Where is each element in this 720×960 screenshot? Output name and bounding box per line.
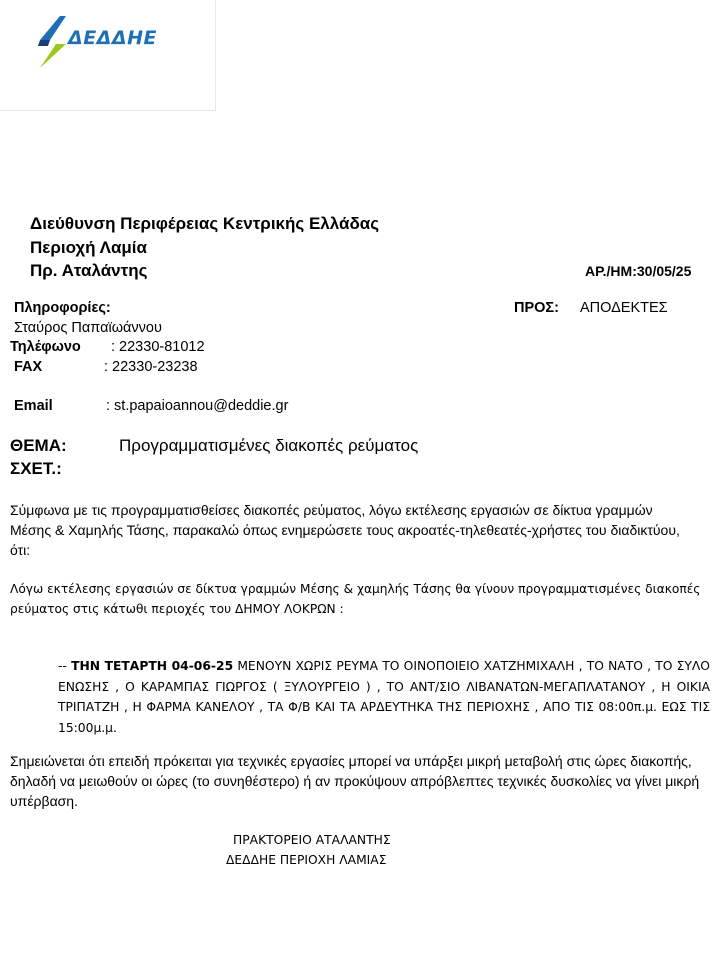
phone-label: Τηλέφωνο: [10, 339, 81, 355]
outage-date: ΤΗΝ ΤΕΤΑΡΤΗ 04-06-25: [71, 659, 234, 673]
signature-office: ΠΡΑΚΤΟΡΕΙΟ ΑΤΑΛΑΝΤΗΣ: [233, 833, 391, 847]
fax-value: : 22330-23238: [104, 359, 198, 375]
header-directorate: Διεύθυνση Περιφέρειας Κεντρικής Ελλάδας: [30, 214, 380, 233]
logo-area: [0, 0, 216, 111]
note-paragraph: Σημειώνεται ότι επειδή πρόκειται για τεχνικές εργασίες μπορεί να υπάρξει μικρή μεταβολή στις ώρες διακοπής, δηλαδή να μειωθούν οι ώρες (το συνηθέστερο) ή αν προκύψουν απρόβλεπτες τεχνικές δυσκολίες να γίνει μικρή υπέρβαση.: [10, 753, 700, 809]
outage-paragraph: [58, 656, 710, 738]
phone-value: : 22330-81012: [111, 339, 205, 355]
header-office: Πρ. Αταλάντης: [30, 261, 148, 280]
signature-area: ΔΕΔΔΗΕ ΠΕΡΙΟΧΗ ΛΑΜΙΑΣ: [226, 853, 387, 867]
protocol-number: ΑΡ./ΗΜ:30/05/25: [585, 263, 692, 279]
logo-text: ΔΕΔΔΗΕ: [68, 27, 157, 49]
intro-paragraph: Σύμφωνα με τις προγραμματισθείσες διακοπές ρεύματος, λόγω εκτέλεσης εργασιών σε δίκτυα γραμμών Μέσης & Χαμηλής Τάσης, παρακαλώ όπως ενημερώσετε τους ακροατές-τηλεθεατές-χρήστες του διαδικτύου, ότι:: [10, 502, 680, 558]
subject-label: ΘΕΜΑ:: [10, 436, 67, 455]
email-value: : st.papaioannou@deddie.gr: [106, 398, 289, 414]
contact-name: Σταύρος Παπαϊωάννου: [14, 320, 162, 336]
info-label: Πληροφορίες:: [14, 300, 111, 316]
reference-label: ΣΧΕΤ.:: [10, 459, 62, 478]
recipient-value: ΑΠΟΔΕΚΤΕΣ: [580, 300, 668, 316]
fax-label: FAX: [14, 359, 43, 375]
outage-prefix: --: [58, 659, 72, 673]
recipient-label: ΠΡΟΣ:: [514, 300, 559, 316]
outage-details: ΜΕΝΟΥΝ ΧΩΡΙΣ ΡΕΥΜΑ ΤΟ ΟΙΝΟΠΟΙΕΙΟ ΧΑΤΖΗΜΙΧΑΛΗ , ΤΟ ΝΑΤΟ , ΤΟ ΣΥΛΟ ΕΝΩΣΗΣ , Ο ΚΑΡΑΜΠΑΣ ΓΙΩΡΓΟΣ ( ΞΥΛΟΥΡΓΕΙΟ ) , ΤΟ ΑΝΤ/ΣΙΟ ΛΙΒΑΝΑΤΩΝ-ΜΕΓΑΠΛΑΤΑΝΟΥ , Η ΟΙΚΙΑ ΤΡΙΠΑΤΖΗ , Η ΦΑΡΜΑ ΚΑΝΕΛΟΥ , ΤΑ Φ/Β ΚΑΙ ΤΑ ΑΡΔΕΥΤΗΚΑ ΤΗΣ ΠΕΡΙΟΧΗΣ , ΑΠΟ ΤΙΣ 08:00π.μ. ΕΩΣ ΤΙΣ 15:00μ.μ.: [58, 659, 710, 735]
email-label: Email: [14, 398, 53, 414]
subject-value: Προγραμματισμένες διακοπές ρεύματος: [119, 436, 419, 455]
header-area: Περιοχή Λαμία: [30, 238, 147, 257]
scope-paragraph: Λόγω εκτέλεσης εργασιών σε δίκτυα γραμμών Μέσης & χαμηλής Τάσης θα γίνουν προγραμματισμένες διακοπές ρεύματος στις κάτωθι περιοχές του ΔΗΜΟΥ ΛΟΚΡΩΝ :: [10, 582, 701, 616]
